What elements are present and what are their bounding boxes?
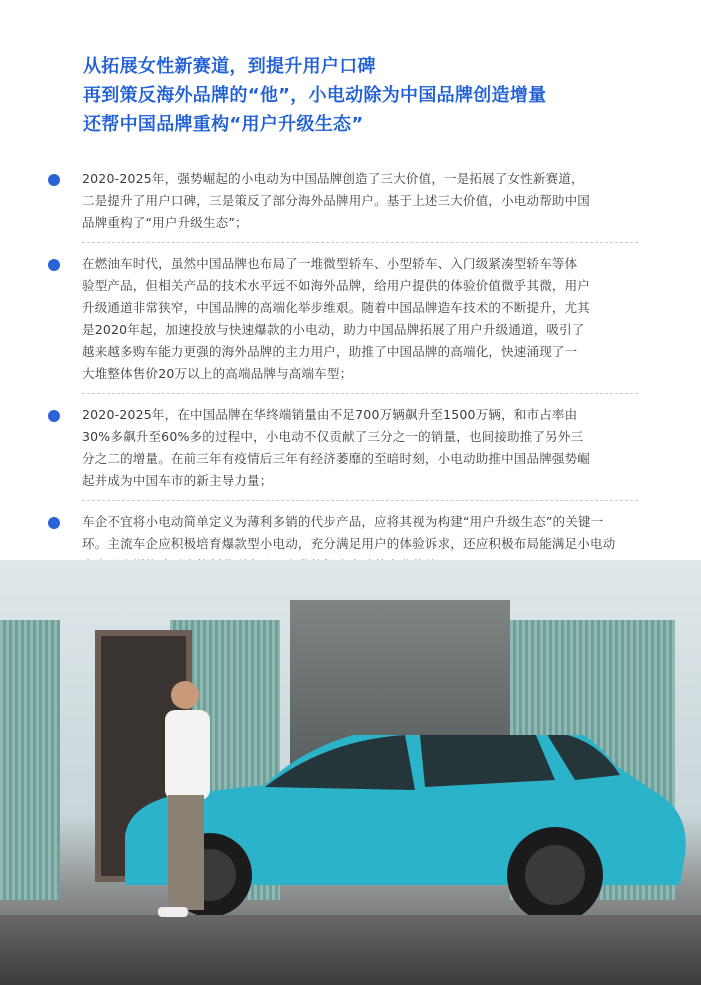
car-photo [0, 560, 701, 985]
heading-line-3: 还帮中国品牌重构“用户升级生态” [83, 114, 364, 135]
bullet-text [82, 253, 638, 385]
page-heading [83, 52, 546, 139]
bullet-dot-icon [48, 517, 60, 529]
bullet-line: 车企不宜将小电动简单定义为薄利多销的代步产品，应将其视为构建“用户升级生态”的关键一 [82, 514, 604, 529]
bullet-item-3 [48, 404, 638, 492]
bullet-dot-icon [48, 174, 60, 186]
divider [82, 500, 638, 501]
road [0, 915, 701, 985]
bullet-line: 分之二的增量。在前三年有疫情后三年有经济萎靡的至暗时刻，小电动助推中国品牌强势崛 [82, 451, 591, 466]
bullet-dot-icon [48, 259, 60, 271]
bullet-line: 大堆整体售价20万以上的高端品牌与高端车型； [82, 366, 353, 381]
bullet-line: 是2020年起，加速投放与快速爆款的小电动，助力中国品牌拓展了用户升级通道，吸引了 [82, 322, 585, 337]
bullet-line: 30%多飙升至60%多的过程中，小电动不仅贡献了三分之一的销量，也间接助推了另外三 [82, 429, 584, 444]
heading-line-2: 再到策反海外品牌的“他”，小电动除为中国品牌创造增量 [83, 85, 547, 106]
bullet-line: 2020-2025年，强势崛起的小电动为中国品牌创造了三大价值，一是拓展了女性新赛道， [82, 171, 584, 186]
bullet-item-1 [48, 168, 638, 234]
bullet-line: 验型产品，但相关产品的技术水平远不如海外品牌，给用户提供的体验价值微乎其微，用户 [82, 278, 591, 293]
bullet-item-2 [48, 253, 638, 385]
bullet-list [48, 168, 638, 577]
bullet-line: 越来越多购车能力更强的海外品牌的主力用户，助推了中国品牌的高端化，快速涌现了一 [82, 344, 578, 359]
bullet-line: 升级通道非常狭窄，中国品牌的高端化举步维艰。随着中国品牌造车技术的不断提升，尤其 [82, 300, 591, 315]
bullet-text [82, 404, 638, 492]
bullet-dot-icon [48, 410, 60, 422]
divider [82, 393, 638, 394]
person-standing [140, 675, 220, 935]
bullet-line: 二是提升了用户口碑，三是策反了部分海外品牌用户。基于上述三大价值，小电动帮助中国 [82, 193, 591, 208]
heading-line-1: 从拓展女性新赛道，到提升用户口碑 [83, 56, 376, 77]
teal-wall-left [0, 620, 60, 900]
bullet-line: 起并成为中国车市的新主导力量； [82, 473, 273, 488]
bullet-line: 2020-2025年，在中国品牌在华终端销量由不足700万辆飙升至1500万辆，和市占率由 [82, 407, 578, 422]
bullet-line: 在燃油车时代，虽然中国品牌也布局了一堆微型轿车、小型轿车、入门级紧凑型轿车等体 [82, 256, 578, 271]
bullet-line: 环。主流车企应积极培育爆款型小电动，充分满足用户的体验诉求，还应积极布局能满足小电动 [82, 536, 616, 551]
bullet-text [82, 168, 638, 234]
divider [82, 242, 638, 243]
bullet-line: 品牌重构了“用户升级生态”； [82, 215, 248, 230]
